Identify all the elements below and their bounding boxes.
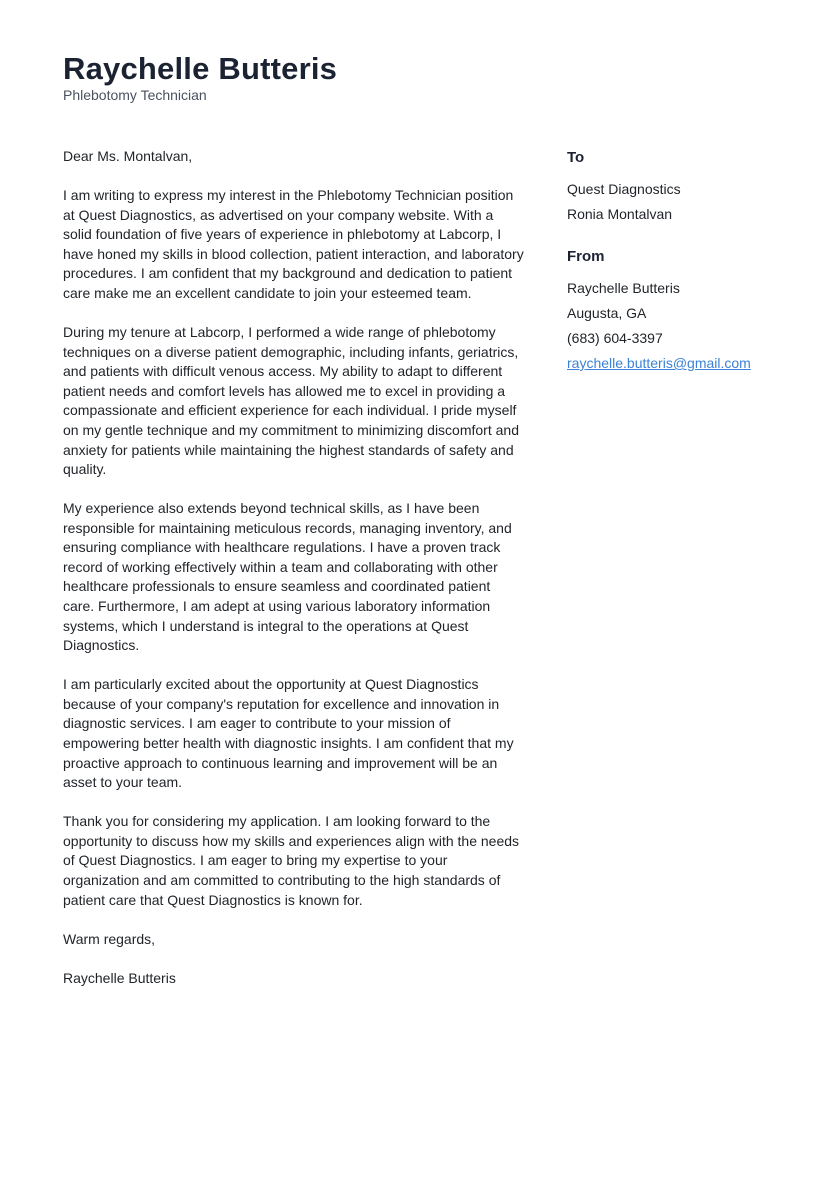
paragraph-1: I am writing to express my interest in the Phlebotomy Technician position at Quest Diagnostics, as advertised on your company website. With a solid foundation of five years of experience in phlebotomy at Labcorp, I have honed my skills in blood collection, patient interaction, and laboratory procedures. I am confident that my background and dedication to patient care make me an excellent candidate to join your esteemed team. (63, 186, 524, 301)
sender-phone: (683) 604-3397 (567, 330, 663, 346)
applicant-name: Raychelle Butteris (63, 51, 338, 86)
salutation: Dear Ms. Montalvan, (63, 148, 193, 164)
sender-name: Raychelle Butteris (567, 280, 680, 296)
signature: Raychelle Butteris (63, 969, 176, 986)
sender-email-link[interactable]: raychelle.butteris@gmail.com (567, 355, 751, 371)
sidebar (567, 148, 797, 396)
job-title: Phlebotomy Technician (63, 87, 207, 103)
recipient-name: Ronia Montalvan (567, 206, 673, 222)
from-heading: From (567, 248, 605, 265)
sender-location: Augusta, GA (567, 305, 647, 321)
to-heading: To (567, 149, 585, 166)
paragraph-4: I am particularly excited about the opportunity at Quest Diagnostics because of your company's reputation for excellence and innovation in diagnostic services. I am eager to contribute to your mission of empowering better health with diagnostic insights. I am confident that my proactive approach to continuous learning and improvement will be an asset to your team. (63, 676, 514, 791)
recipient-company: Quest Diagnostics (567, 181, 681, 197)
from-section (567, 247, 797, 376)
header (63, 50, 337, 104)
paragraph-5: Thank you for considering my application. I am looking forward to the opportunity to discuss how my skills and experiences align with the needs of Quest Diagnostics. I am eager to bring my expertise to your organization and am committed to contributing to the high standards of patient care that Quest Diagnostics is known for. (63, 813, 520, 908)
paragraph-2: During my tenure at Labcorp, I performed a wide range of phlebotomy techniques on a diverse patient demographic, including infants, geriatrics, and patients with difficult venous access. My ability to adapt to different patient needs and comfort levels has allowed me to excel in providing a compassionate and efficient experience for each individual. I pride myself on my gentle technique and my commitment to minimizing discomfort and anxiety for patients while maintaining the highest standards of safety and quality. (63, 323, 519, 478)
closing: Warm regards, (63, 930, 156, 947)
letter-body (63, 147, 525, 1008)
to-section (567, 148, 797, 227)
paragraph-3: My experience also extends beyond technical skills, as I have been responsible for maintaining meticulous records, managing inventory, and ensuring compliance with healthcare regulations. I have a proven track record of working effectively within a team and collaborating with other healthcare professionals to ensure seamless and coordinated patient care. Furthermore, I am adept at using various laboratory information systems, which I understand is integral to the operations at Quest Diagnostics. (63, 500, 512, 654)
